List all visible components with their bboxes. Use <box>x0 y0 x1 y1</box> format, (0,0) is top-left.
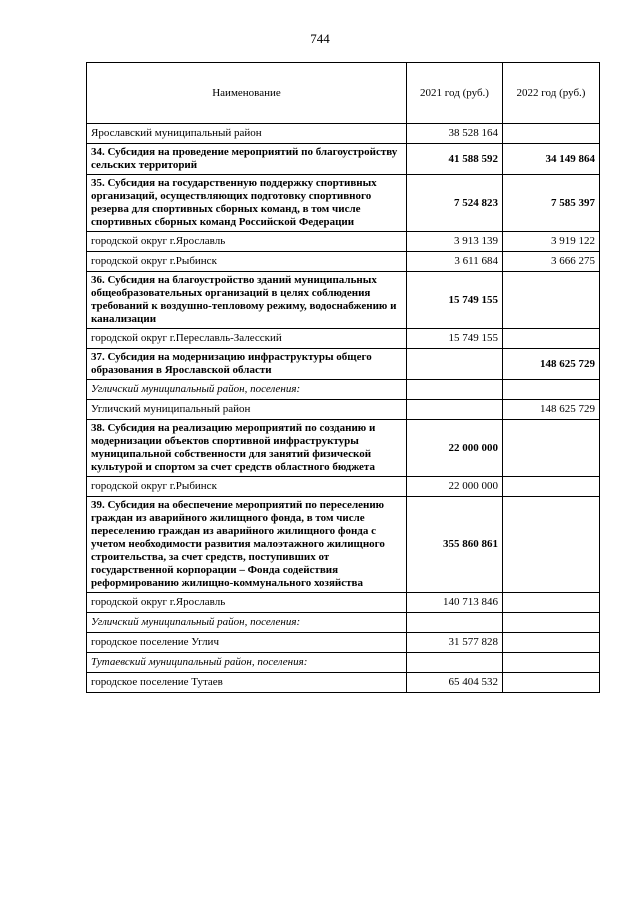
row-name: Угличский муниципальный район, поселения: <box>87 380 407 400</box>
row-value-2021 <box>407 380 503 400</box>
row-value-2021: 22 000 000 <box>407 420 503 477</box>
row-name: 34. Субсидия на проведение мероприятий по благоустройству сельских территорий <box>87 144 407 175</box>
row-value-2021: 7 524 823 <box>407 175 503 232</box>
row-name: городской округ г.Ярославль <box>87 593 407 613</box>
subsidy-table <box>86 62 600 693</box>
row-name: 38. Субсидия на реализацию мероприятий по созданию и модернизации объектов спортивной инфраструктуры муниципальной собственности для занятий физической культурой и спортом за счет средств областного бюджета <box>87 420 407 477</box>
row-name: Ярославский муниципальный район <box>87 124 407 144</box>
row-name: Угличский муниципальный район <box>87 400 407 420</box>
row-value-2022 <box>503 653 600 673</box>
row-name: 36. Субсидия на благоустройство зданий муниципальных общеобразовательных организаций в целях соблюдения требований к воздушно-тепловому режиму, водоснабжению и канализации <box>87 272 407 329</box>
row-value-2021: 15 749 155 <box>407 272 503 329</box>
row-value-2022 <box>503 329 600 349</box>
row-name: городской округ г.Рыбинск <box>87 477 407 497</box>
row-name: 35. Субсидия на государственную поддержку спортивных организаций, осуществляющих подготовку спортивного резерва для спортивных сборных команд, в том числе спортивных сборных команд Российской Федерации <box>87 175 407 232</box>
header-2022: 2022 год (руб.) <box>503 63 600 124</box>
table-row <box>87 613 600 633</box>
row-value-2022: 3 666 275 <box>503 252 600 272</box>
table-row <box>87 653 600 673</box>
row-value-2022: 34 149 864 <box>503 144 600 175</box>
row-name: городской округ г.Ярославль <box>87 232 407 252</box>
table-row <box>87 349 600 380</box>
row-name: 39. Субсидия на обеспечение мероприятий по переселению граждан из аварийного жилищного фонда, в том числе переселению граждан из аварийного жилищного фонда с учетом необходимости развития малоэтажного жилищного строительства, за счет средств, поступивших от государственной корпорации – Фонда содействия реформированию жилищно-коммунального хозяйства <box>87 497 407 593</box>
table-row <box>87 252 600 272</box>
row-value-2021 <box>407 653 503 673</box>
row-value-2022 <box>503 593 600 613</box>
row-value-2021: 140 713 846 <box>407 593 503 613</box>
row-value-2022: 148 625 729 <box>503 349 600 380</box>
table-row <box>87 420 600 477</box>
row-value-2022: 3 919 122 <box>503 232 600 252</box>
row-value-2022 <box>503 673 600 693</box>
row-value-2022 <box>503 633 600 653</box>
row-name: 37. Субсидия на модернизацию инфраструктуры общего образования в Ярославской области <box>87 349 407 380</box>
row-value-2021: 22 000 000 <box>407 477 503 497</box>
row-value-2021: 3 913 139 <box>407 232 503 252</box>
table-row <box>87 673 600 693</box>
row-value-2022 <box>503 613 600 633</box>
row-value-2021: 31 577 828 <box>407 633 503 653</box>
table-row <box>87 593 600 613</box>
row-value-2022: 7 585 397 <box>503 175 600 232</box>
header-name: Наименование <box>87 63 407 124</box>
row-name: городское поселение Углич <box>87 633 407 653</box>
table-header-row <box>87 63 600 124</box>
table-row <box>87 329 600 349</box>
row-name: Тутаевский муниципальный район, поселения: <box>87 653 407 673</box>
table-row <box>87 175 600 232</box>
row-name: Угличский муниципальный район, поселения: <box>87 613 407 633</box>
row-value-2021 <box>407 400 503 420</box>
row-name: городской округ г.Рыбинск <box>87 252 407 272</box>
row-value-2022 <box>503 124 600 144</box>
table-row <box>87 272 600 329</box>
row-value-2022: 148 625 729 <box>503 400 600 420</box>
row-value-2021 <box>407 613 503 633</box>
row-name: городской округ г.Переславль-Залесский <box>87 329 407 349</box>
row-value-2021: 15 749 155 <box>407 329 503 349</box>
table-row <box>87 144 600 175</box>
table-row <box>87 633 600 653</box>
row-name: городское поселение Тутаев <box>87 673 407 693</box>
table-row <box>87 400 600 420</box>
table-row <box>87 380 600 400</box>
row-value-2021: 41 588 592 <box>407 144 503 175</box>
table-row <box>87 124 600 144</box>
row-value-2022 <box>503 477 600 497</box>
table-body <box>87 124 600 693</box>
table-row <box>87 477 600 497</box>
row-value-2022 <box>503 380 600 400</box>
row-value-2021: 355 860 861 <box>407 497 503 593</box>
row-value-2021: 3 611 684 <box>407 252 503 272</box>
row-value-2022 <box>503 272 600 329</box>
row-value-2021 <box>407 349 503 380</box>
table-row <box>87 232 600 252</box>
table-row <box>87 497 600 593</box>
page-number: 744 <box>310 31 330 46</box>
row-value-2021: 38 528 164 <box>407 124 503 144</box>
row-value-2021: 65 404 532 <box>407 673 503 693</box>
header-2021: 2021 год (руб.) <box>407 63 503 124</box>
row-value-2022 <box>503 497 600 593</box>
row-value-2022 <box>503 420 600 477</box>
